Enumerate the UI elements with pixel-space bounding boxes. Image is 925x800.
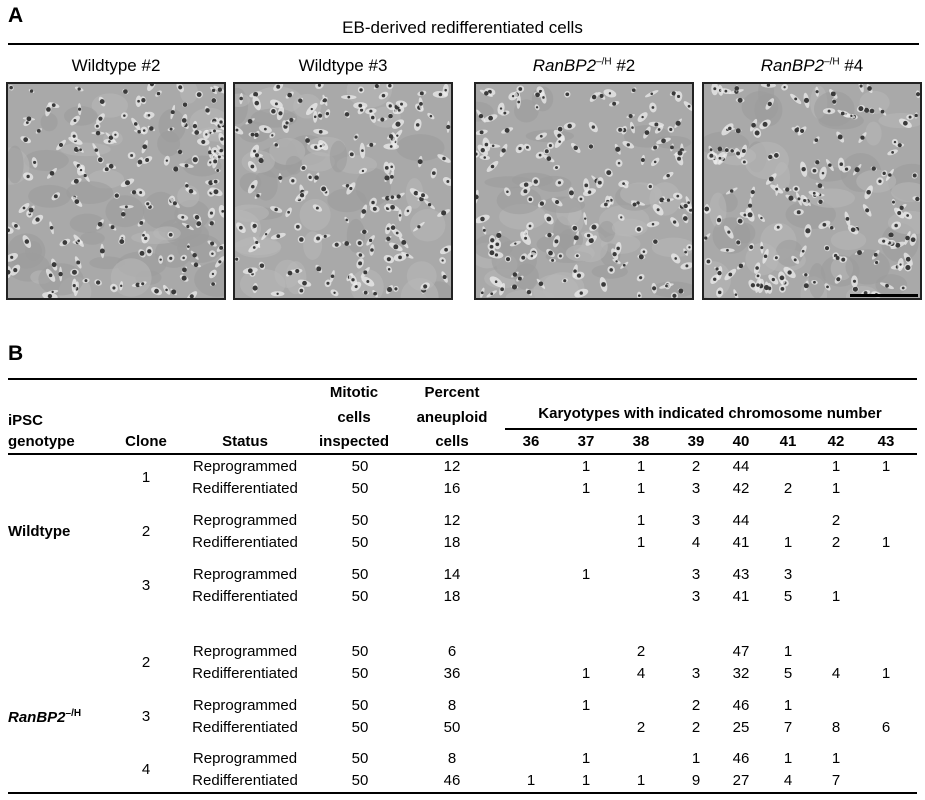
clone-number: 4 xyxy=(141,761,151,778)
genotype-ranbp2: $RanBP2^{-/H}$ xyxy=(8,708,82,726)
clone-number: 3 xyxy=(141,577,151,594)
karyotype-count-36: 1 xyxy=(526,772,536,789)
karyotype-count-40: 44 xyxy=(732,458,750,475)
karyotype-count-43: 1 xyxy=(881,458,891,475)
image-label-ranbp2-4: $RanBP2^{-/H}$ #4 xyxy=(760,56,864,75)
karyotype-count-41: 2 xyxy=(783,480,793,497)
mitotic-cells-value: 50 xyxy=(351,566,369,583)
header-percent-line1: Percent xyxy=(424,384,480,401)
karyotype-count-39: 3 xyxy=(691,588,701,605)
header-chromosome-37: 37 xyxy=(577,433,595,450)
karyotype-count-38: 1 xyxy=(636,512,646,529)
mitotic-cells-value: 50 xyxy=(351,665,369,682)
percent-aneuploid-value: 18 xyxy=(443,534,461,551)
image-label-ranbp2-2: $RanBP2^{-/H}$ #2 xyxy=(532,56,636,75)
karyotype-count-37: 1 xyxy=(581,750,591,767)
header-mitotic-line1: Mitotic xyxy=(329,384,379,401)
header-genotype-line2: genotype xyxy=(8,433,75,450)
status-cell: Redifferentiated xyxy=(192,772,298,789)
header-chromosome-42: 42 xyxy=(827,433,845,450)
status-cell: Reprogrammed xyxy=(192,458,298,475)
genotype-wildtype: Wildtype xyxy=(8,523,71,540)
status-cell: Reprogrammed xyxy=(192,697,298,714)
panel-a-title: EB-derived redifferentiated cells xyxy=(342,18,583,37)
karyotype-count-37: 1 xyxy=(581,566,591,583)
karyotype-count-37: 1 xyxy=(581,480,591,497)
percent-aneuploid-value: 12 xyxy=(443,512,461,529)
karyotype-count-40: 41 xyxy=(732,588,750,605)
micrograph-wildtype-2 xyxy=(6,82,226,300)
status-cell: Reprogrammed xyxy=(192,512,298,529)
karyotype-count-38: 1 xyxy=(636,534,646,551)
karyotype-count-39: 2 xyxy=(691,458,701,475)
panel-b-letter: B xyxy=(8,342,24,365)
karyotype-count-43: 1 xyxy=(881,665,891,682)
karyotype-count-38: 1 xyxy=(636,458,646,475)
karyotype-count-40: 32 xyxy=(732,665,750,682)
karyotype-count-41: 1 xyxy=(783,534,793,551)
karyotype-count-43: 6 xyxy=(881,719,891,736)
scale-bar xyxy=(850,294,918,297)
header-bottom-rule xyxy=(8,453,917,455)
status-cell: Reprogrammed xyxy=(192,643,298,660)
karyotype-count-42: 8 xyxy=(831,719,841,736)
karyotype-count-40: 25 xyxy=(732,719,750,736)
header-chromosome-43: 43 xyxy=(877,433,895,450)
karyotype-count-39: 2 xyxy=(691,719,701,736)
clone-number: 1 xyxy=(141,469,151,486)
percent-aneuploid-value: 8 xyxy=(447,750,457,767)
karyotype-count-43: 1 xyxy=(881,534,891,551)
header-karyotypes: Karyotypes with indicated chromosome number xyxy=(538,405,882,422)
karyotype-count-39: 3 xyxy=(691,566,701,583)
karyotype-count-41: 1 xyxy=(783,750,793,767)
karyotype-count-42: 4 xyxy=(831,665,841,682)
karyotype-count-42: 1 xyxy=(831,458,841,475)
karyotype-count-40: 42 xyxy=(732,480,750,497)
percent-aneuploid-value: 8 xyxy=(447,697,457,714)
karyotype-count-41: 5 xyxy=(783,665,793,682)
karyotype-count-38: 1 xyxy=(636,772,646,789)
karyotype-count-37: 1 xyxy=(581,458,591,475)
karyotype-count-41: 5 xyxy=(783,588,793,605)
header-chromosome-36: 36 xyxy=(522,433,540,450)
karyotype-count-42: 1 xyxy=(831,480,841,497)
karyotype-count-40: 46 xyxy=(732,697,750,714)
panel-a-letter: A xyxy=(8,4,24,27)
percent-aneuploid-value: 14 xyxy=(443,566,461,583)
micrograph-wildtype-3 xyxy=(233,82,453,300)
karyotype-count-39: 1 xyxy=(691,750,701,767)
karyotype-count-39: 3 xyxy=(691,480,701,497)
karyotype-count-39: 3 xyxy=(691,512,701,529)
header-percent-line3: cells xyxy=(435,433,469,450)
micrograph-ranbp2-2 xyxy=(474,82,694,300)
image-label-wildtype-3: Wildtype #3 xyxy=(298,56,388,75)
karyotype-count-41: 4 xyxy=(783,772,793,789)
karyotype-count-42: 1 xyxy=(831,588,841,605)
header-genotype-line1: iPSC xyxy=(8,412,44,429)
percent-aneuploid-value: 18 xyxy=(443,588,461,605)
percent-aneuploid-value: 12 xyxy=(443,458,461,475)
table-top-rule xyxy=(8,378,917,380)
panel-a-title-rule xyxy=(8,43,919,45)
karyotype-count-39: 3 xyxy=(691,665,701,682)
header-chromosome-38: 38 xyxy=(632,433,650,450)
karyotype-count-37: 1 xyxy=(581,697,591,714)
karyotype-header-rule xyxy=(505,428,917,430)
status-cell: Reprogrammed xyxy=(192,750,298,767)
mitotic-cells-value: 50 xyxy=(351,719,369,736)
image-label-wildtype-2: Wildtype #2 xyxy=(71,56,161,75)
karyotype-count-41: 1 xyxy=(783,697,793,714)
clone-number: 3 xyxy=(141,708,151,725)
percent-aneuploid-value: 36 xyxy=(443,665,461,682)
percent-aneuploid-value: 6 xyxy=(447,643,457,660)
mitotic-cells-value: 50 xyxy=(351,512,369,529)
status-cell: Redifferentiated xyxy=(192,719,298,736)
header-chromosome-41: 41 xyxy=(779,433,797,450)
karyotype-count-42: 2 xyxy=(831,512,841,529)
mitotic-cells-value: 50 xyxy=(351,480,369,497)
karyotype-count-39: 2 xyxy=(691,697,701,714)
percent-aneuploid-value: 50 xyxy=(443,719,461,736)
karyotype-count-42: 7 xyxy=(831,772,841,789)
header-mitotic-line2: cells xyxy=(337,409,371,426)
clone-number: 2 xyxy=(141,654,151,671)
karyotype-count-40: 44 xyxy=(732,512,750,529)
karyotype-count-40: 41 xyxy=(732,534,750,551)
header-chromosome-40: 40 xyxy=(732,433,750,450)
mitotic-cells-value: 50 xyxy=(351,772,369,789)
mitotic-cells-value: 50 xyxy=(351,534,369,551)
karyotype-count-42: 2 xyxy=(831,534,841,551)
percent-aneuploid-value: 46 xyxy=(443,772,461,789)
karyotype-count-38: 1 xyxy=(636,480,646,497)
header-status: Status xyxy=(222,433,268,450)
clone-number: 2 xyxy=(141,523,151,540)
header-percent-line2: aneuploid xyxy=(416,409,488,426)
header-clone: Clone xyxy=(125,433,167,450)
karyotype-count-41: 1 xyxy=(783,643,793,660)
karyotype-count-41: 3 xyxy=(783,566,793,583)
mitotic-cells-value: 50 xyxy=(351,697,369,714)
mitotic-cells-value: 50 xyxy=(351,458,369,475)
karyotype-count-37: 1 xyxy=(581,665,591,682)
karyotype-count-40: 46 xyxy=(732,750,750,767)
karyotype-count-41: 7 xyxy=(783,719,793,736)
header-mitotic-line3: inspected xyxy=(318,433,390,450)
micrograph-ranbp2-4 xyxy=(702,82,922,300)
karyotype-count-42: 1 xyxy=(831,750,841,767)
karyotype-count-40: 27 xyxy=(732,772,750,789)
status-cell: Redifferentiated xyxy=(192,665,298,682)
table-bottom-rule xyxy=(8,792,917,794)
percent-aneuploid-value: 16 xyxy=(443,480,461,497)
karyotype-count-40: 47 xyxy=(732,643,750,660)
mitotic-cells-value: 50 xyxy=(351,750,369,767)
karyotype-count-38: 2 xyxy=(636,719,646,736)
status-cell: Redifferentiated xyxy=(192,534,298,551)
karyotype-count-39: 9 xyxy=(691,772,701,789)
mitotic-cells-value: 50 xyxy=(351,588,369,605)
status-cell: Reprogrammed xyxy=(192,566,298,583)
mitotic-cells-value: 50 xyxy=(351,643,369,660)
status-cell: Redifferentiated xyxy=(192,588,298,605)
karyotype-count-38: 4 xyxy=(636,665,646,682)
karyotype-count-38: 2 xyxy=(636,643,646,660)
header-chromosome-39: 39 xyxy=(687,433,705,450)
status-cell: Redifferentiated xyxy=(192,480,298,497)
karyotype-count-40: 43 xyxy=(732,566,750,583)
karyotype-count-37: 1 xyxy=(581,772,591,789)
karyotype-count-39: 4 xyxy=(691,534,701,551)
